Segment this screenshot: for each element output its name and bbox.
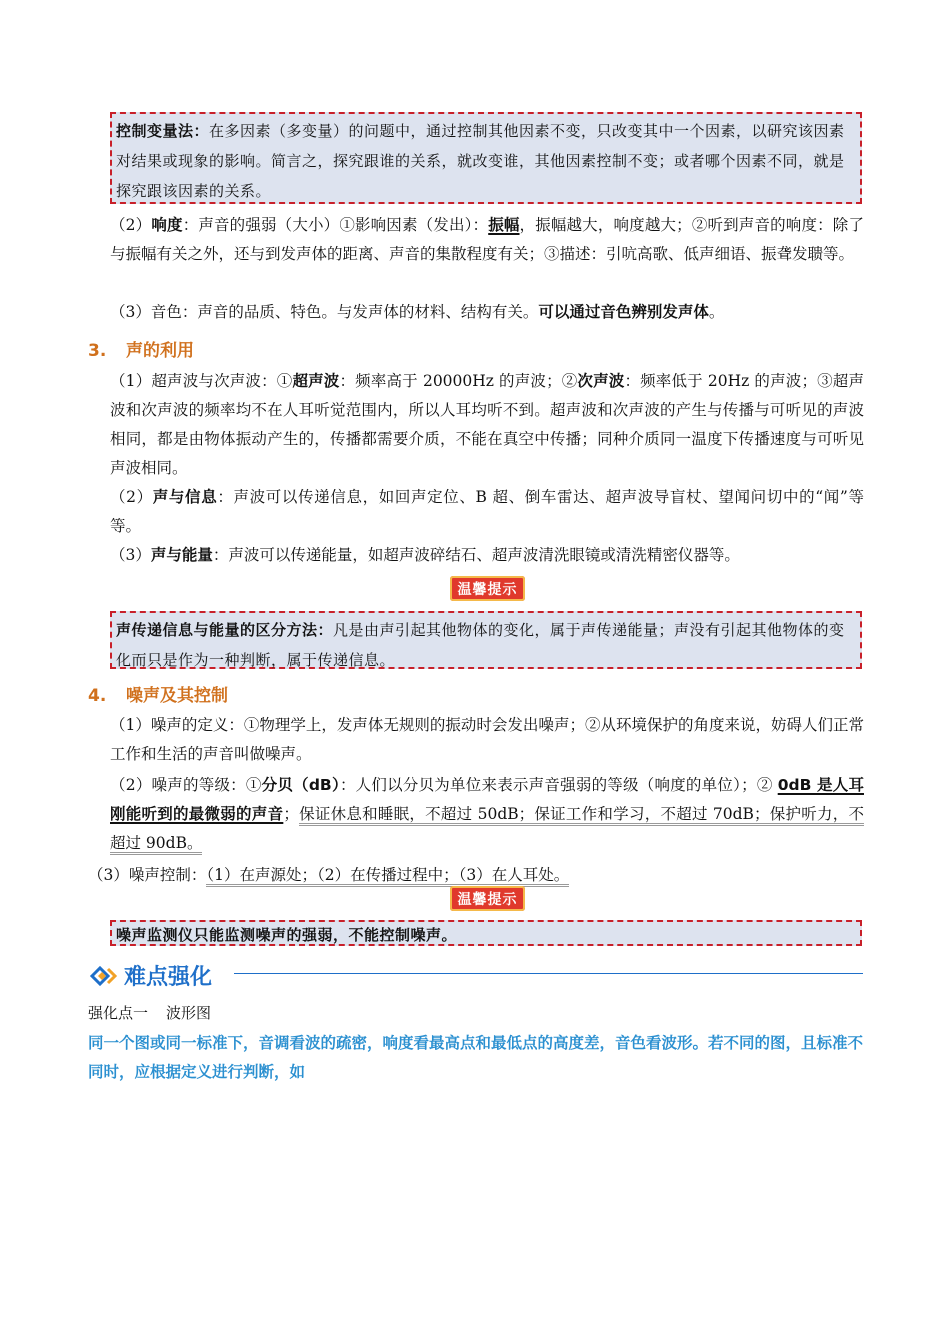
heading-title: 噪声及其控制 bbox=[126, 686, 228, 706]
warm-tip-badge bbox=[450, 576, 525, 601]
info-text: ：声波可以传递信息，如回声定位、B 超、倒车雷达、超声波导盲杖、望闻问切中的“闻”等等。 bbox=[110, 488, 864, 535]
noise-level-text-1: （2）噪声的等级：① bbox=[110, 776, 262, 794]
noise-definition-paragraph bbox=[110, 711, 864, 769]
heading-number: 4. bbox=[88, 686, 107, 706]
waveform-explanation: 同一个图或同一标准下，音调看波的疏密，响度看最高点和最低点的高度差，音色看波形。若不同的图，且标准不同时，应根据定义进行判断，如 bbox=[88, 1034, 864, 1081]
sound-energy-paragraph bbox=[110, 541, 864, 570]
heading-sound-use bbox=[88, 336, 194, 361]
tip-box-text: 凡是由声引起其他物体的变化，属于声传递能量；声没有引起其他物体的变化而只是作为一种判断，属于传递信息。 bbox=[116, 621, 845, 669]
loudness-prefix: （2） bbox=[110, 216, 152, 234]
zero-db-term: 0dB 是人耳刚能听到的最微弱的声音 bbox=[110, 776, 864, 823]
energy-text: ：声波可以传递能量，如超声波碎结石、超声波清洗眼镜或清洗精密仪器等。 bbox=[212, 546, 740, 564]
loudness-term: 响度 bbox=[151, 216, 183, 234]
ultrasound-paragraph bbox=[110, 367, 864, 483]
heading-title: 声的利用 bbox=[126, 341, 194, 361]
info-term: 声与信息 bbox=[152, 488, 218, 506]
heading-noise-control bbox=[88, 681, 228, 706]
amplitude-term: 振幅 bbox=[488, 216, 520, 234]
ultra-text-2: ：频率高于 20000Hz 的声波；② bbox=[339, 372, 578, 390]
warm-tip-label: 温馨提示 bbox=[457, 891, 518, 908]
noise-control-highlight: （1）在声源处；（2）在传播过程中；（3）在人耳处。 bbox=[206, 866, 569, 887]
noise-level-text-2: ：人们以分贝为单位来表示声音强弱的等级（响度的单位）；② bbox=[339, 776, 778, 794]
noise-level-paragraph bbox=[110, 771, 864, 858]
noise-level-text-3: ； bbox=[283, 805, 299, 823]
warm-tip-badge bbox=[450, 886, 525, 911]
infrasound-term: 次声波 bbox=[577, 372, 625, 390]
tip-box-term: 控制变量法： bbox=[116, 122, 210, 140]
energy-prefix: （3） bbox=[110, 546, 151, 564]
tip-box-control-variable bbox=[110, 112, 862, 204]
warm-tip-label: 温馨提示 bbox=[457, 581, 518, 598]
section-title: 难点强化 bbox=[124, 965, 213, 990]
diamond-chevron-icon bbox=[90, 966, 120, 986]
ultra-text-3: ：频率低于 20Hz 的声波；③超声波和次声波的频率均不在人耳听觉范围内，所以人耳均听不到。超声波和次声波的产生与传播与可听见的声波相同，都是由物体振动产生的，传播都需要介质，不能在真空中传播；同种介质同一温度下传播速度与可听见声波相同。 bbox=[110, 372, 864, 477]
noise-control-text: （3）噪声控制： bbox=[88, 866, 207, 884]
tip-box-term: 声传递信息与能量的区分方法： bbox=[116, 621, 334, 639]
tip-box-noise-meter bbox=[110, 920, 862, 946]
ultrasound-term: 超声波 bbox=[292, 372, 340, 390]
heading-number: 3. bbox=[88, 341, 107, 361]
noise-level-highlight: 保证休息和睡眠，不超过 50dB；保证工作和学习，不超过 70dB；保护听力，不超过 90dB。 bbox=[110, 805, 864, 855]
sound-info-paragraph bbox=[110, 483, 864, 541]
decibel-term: 分贝（dB） bbox=[261, 776, 340, 794]
tip-box-text: 噪声监测仪只能监测噪声的强弱，不能控制噪声。 bbox=[116, 926, 458, 944]
loudness-text-2: ，振幅越大，响度越大；②听到声音的响度：除了与振幅有关之外，还与到发声体的距离、声音的集散程度有关；③描述：引吭高歌、低声细语、振聋发聩等。 bbox=[110, 216, 864, 263]
section-difficulty-header bbox=[88, 958, 863, 992]
info-prefix: （2） bbox=[110, 488, 153, 506]
tip-box-text: 在多因素（多变量）的问题中，通过控制其他因素不变，只改变其中一个因素，以研究该因素对结果或现象的影响。简言之，探究跟谁的关系，就改变谁，其他因素控制不变；或者哪个因素不同，就是探究跟该因素的关系。 bbox=[116, 122, 845, 200]
timbre-end: 。 bbox=[708, 303, 725, 321]
subheading-waveform bbox=[88, 1002, 211, 1023]
tip-box-info-energy bbox=[110, 611, 862, 669]
noise-definition-text: （1）噪声的定义：①物理学上，发声体无规则的振动时会发出噪声；②从环境保护的角度来说，妨碍人们正常工作和生活的声音叫做噪声。 bbox=[110, 716, 864, 763]
loudness-paragraph bbox=[110, 211, 864, 269]
ultra-text-1: （1）超声波与次声波：① bbox=[110, 372, 293, 390]
timbre-text: （3）音色：声音的品质、特色。与发声体的材料、结构有关。 bbox=[110, 303, 539, 321]
energy-term: 声与能量 bbox=[150, 546, 213, 564]
subheading-topic: 波形图 bbox=[166, 1004, 212, 1022]
section-divider bbox=[234, 973, 863, 974]
timbre-paragraph bbox=[110, 298, 864, 327]
loudness-text-1: ：声音的强弱（大小）①影响因素（发出）： bbox=[182, 216, 489, 234]
subheading-label: 强化点一 bbox=[88, 1004, 149, 1022]
timbre-bold: 可以通过音色辨别发声体 bbox=[538, 303, 709, 321]
